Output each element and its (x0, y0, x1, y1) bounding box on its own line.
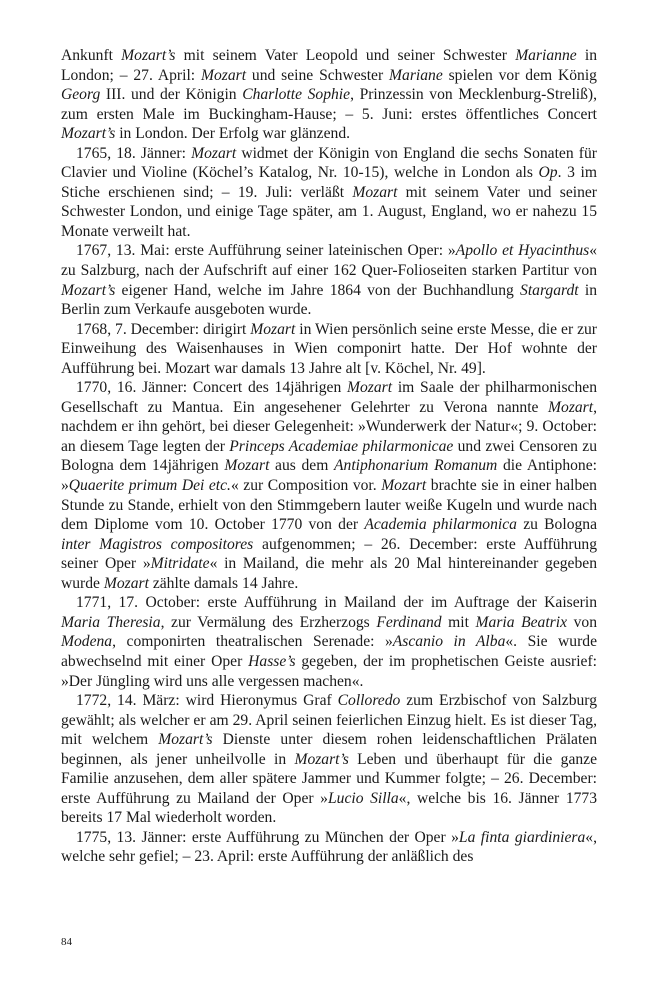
paragraph-4: 1768, 7. December: dirigirt Mozart in Wien persönlich seine erste Messe, die er zur Einweihung des Waisenhauses in Wien componirt hatte. Der Hof wohnte der Aufführung bei. Mozart war damals 13 Jahre alt [v. Köchel, Nr. 49]. (61, 320, 597, 377)
paragraph-6: 1771, 17. October: erste Aufführung in Mailand der im Auftrage der Kaiserin Maria Theresia, zur Vermälung des Erzherzogs Ferdinand mit Maria Beatrix von Modena, componirten theatralischen Serenade: »Ascanio in Alba«. Sie wurde abwechselnd mit einer Oper Hasse’s gegeben, der im prophetischen Geiste ausrief: »Der Jüngling wird uns alle vergessen machen«. (61, 594, 598, 690)
page-body (61, 46, 597, 867)
page-number: 84 (61, 936, 72, 948)
paragraph-3: 1767, 13. Mai: erste Aufführung seiner lateinischen Oper: »Apollo et Hyacinthus« zu Salzburg, nach der Aufschrift auf einer 162 Quer-Folioseiten starken Partitur von Mozart’s eigener Hand, welche im Jahre 1864 von der Buchhandlung Stargardt in Berlin zum Verkaufe ausgeboten wurde. (61, 242, 598, 319)
paragraph-2: 1765, 18. Jänner: Mozart widmet der Königin von England die sechs Sonaten für Clavier und Violine (Köchel’s Katalog, Nr. 10-15), welche in London als Op. 3 im Stiche erschienen sind; – 19. Juli: verläßt Mozart mit seinem Vater und seiner Schwester London, und einige Tage später, am 1. August, England, wo er nahezu 15 Monate verweilt hat. (61, 144, 597, 240)
paragraph-1: Ankunft Mozart’s mit seinem Vater Leopold und seiner Schwester Marianne in London; – 27. April: Mozart und seine Schwester Mariane spielen vor dem König Georg III. und der Königin Charlotte Sophie, Prinzessin von Mecklenburg-Streliß), zum ersten Male im Buckingham-Hause; – 5. Juni: erstes öffentliches Concert Mozart’s in London. Der Erfolg war glänzend. (61, 47, 598, 143)
paragraph-8: 1775, 13. Jänner: erste Aufführung zu München der Oper »La finta giardiniera«, welche sehr gefiel; – 23. April: erste Aufführung der anläßlich des (61, 828, 597, 866)
paragraph-5: 1770, 16. Jänner: Concert des 14jährigen Mozart im Saale der philharmonischen Gesellschaft zu Mantua. Ein angesehener Gelehrter zu Verona nannte Mozart, nachdem er ihn gehört, bei dieser Gelegenheit: »Wunderwerk der Natur«; 9. October: an diesem Tage legten der Princeps Academiae philarmonicae und zwei Censoren zu Bologna dem 14jährigen Mozart aus dem Antiphonarium Romanum die Antiphone: »Quaerite primum Dei etc.« zur Composition vor. Mozart brachte sie in einer halben Stunde zu Stande, erhielt von den Stimmgebern lauter weiße Kugeln und wurde nach dem Diplome vom 10. October 1770 von der Academia philarmonica zu Bologna inter Magistros compositores aufgenommen; – 26. December: erste Aufführung seiner Oper »Mitridate« in Mailand, die mehr als 20 Mal hintereinander gegeben wurde Mozart zählte damals 14 Jahre. (61, 379, 598, 592)
paragraph-7: 1772, 14. März: wird Hieronymus Graf Colloredo zum Erzbischof von Salzburg gewählt; als welcher er am 29. April seinen feierlichen Einzug hielt. Es ist dieser Tag, mit welchem Mozart’s Dienste unter diesem rohen leidenschaftlichen Prälaten beginnen, als jener unheilvolle in Mozart’s Leben und überhaupt für die ganze Familie anzusehen, dem aller spätere Jammer und Kummer folgte; – 26. December: erste Aufführung zu Mailand der Oper »Lucio Silla«, welche bis 16. Jänner 1773 bereits 17 Mal wiederholt worden. (61, 692, 598, 827)
